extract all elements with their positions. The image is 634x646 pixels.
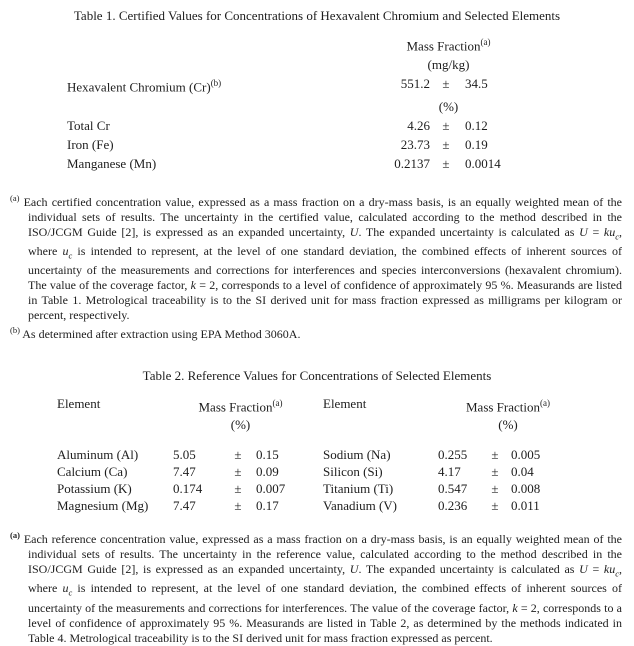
plus-minus-sign: ± — [234, 480, 242, 496]
table2-title: Table 2. Reference Values for Concentrations of Selected Elements — [142, 368, 492, 384]
mass-fraction-label: Mass Fraction — [465, 399, 541, 415]
footnote-ref-a: (a) — [540, 398, 551, 409]
footnote-ref-a: (a) — [480, 37, 491, 47]
element-column-header: Element — [57, 396, 101, 412]
spacer-cell — [308, 463, 323, 480]
plus-minus-sign: ± — [442, 136, 450, 152]
mass-fraction-label: Mass Fraction — [198, 399, 273, 415]
footnote-text: , where — [28, 561, 622, 596]
element-label: Magnesium (Mg) — [57, 497, 149, 513]
footnote-text: , where — [28, 224, 622, 259]
footnote-text: = 2, corresponds to a level of confidence of approximately 95 %. Measurands are listed in Table 2, as determined by the methods indicated in Table 4. Metrological traceability is to the SI derived unit for mass fraction expressed as percent. — [28, 600, 622, 645]
element-label: Potassium (K) — [57, 480, 132, 496]
footnote-text: c — [68, 587, 73, 598]
value-cell: 0.236 — [438, 497, 468, 513]
plus-minus-sign: ± — [491, 497, 499, 513]
plus-minus-sign: ± — [234, 497, 242, 513]
uncertainty-cell: 0.15 — [256, 446, 279, 462]
footnote-ref-a: (a) — [272, 398, 283, 409]
value-cell: 4.26 — [407, 117, 430, 133]
value-cell: 7.47 — [173, 497, 196, 513]
spacer-cell — [57, 416, 173, 433]
spacer-cell — [308, 416, 323, 433]
value-cell: 4.17 — [438, 463, 461, 479]
element-label: Aluminum (Al) — [57, 446, 139, 462]
uncertainty-cell: 0.19 — [465, 136, 488, 152]
footnote-text: . The expanded uncertainty is calculated as — [358, 224, 580, 239]
value-cell: 7.47 — [173, 463, 196, 479]
plus-minus-sign: ± — [442, 155, 450, 171]
footnote-text: = 2, corresponds to a level of confidence of approximately 95 %. Measurands are listed in Table 1. Metrological traceability is to the SI derived unit for mass fraction expressed as milligrams per kilogram or percent, respectively. — [28, 278, 622, 323]
footnote-text: = — [587, 224, 604, 239]
footnote-text: U — [349, 561, 359, 576]
footnote-ref-b: (b) — [210, 78, 222, 89]
element-label: Titanium (Ti) — [323, 480, 394, 496]
table1-mass-fraction-header — [380, 33, 517, 55]
spacer-cell — [67, 55, 380, 74]
spacer-row — [57, 433, 578, 446]
footnote-text: c — [615, 568, 619, 579]
uncertainty-cell: 0.12 — [465, 117, 488, 133]
footnote-text: = — [587, 561, 604, 576]
uncertainty-cell: 0.0014 — [465, 155, 501, 171]
mass-fraction-label: Mass Fraction — [406, 38, 481, 54]
spacer-cell — [67, 97, 380, 116]
footnote-marker: (a) — [10, 529, 20, 540]
footnote-text: U — [349, 224, 359, 239]
footnote-text: ku — [603, 561, 616, 576]
spacer-cell — [308, 395, 323, 415]
value-cell: 23.73 — [400, 136, 430, 152]
uncertainty-cell: 0.008 — [511, 480, 541, 496]
table2 — [57, 395, 634, 513]
table1 — [67, 33, 634, 173]
table1-unit-mgkg: (mg/kg) — [427, 57, 470, 73]
table1-unit-percent: (%) — [438, 98, 459, 114]
footnote — [10, 528, 622, 646]
footnote-marker: (a) — [10, 192, 20, 203]
footnote-text: . The expanded uncertainty is calculated as — [358, 561, 580, 576]
spacer-cell — [67, 33, 380, 55]
footnote-text: k — [190, 278, 196, 293]
value-cell: 0.255 — [438, 446, 468, 462]
footnote-text: k — [512, 600, 518, 615]
footnote-text: Each reference concentration value, expressed as a mass fraction on a dry-mass basis, is an equally weighted mean of the individual sets of results. The uncertainty in the reference value, calculated according to the method described in the ISO/JCGM Guide [2], is expressed as an expanded uncertainty, — [23, 531, 623, 576]
footnote-text: is intended to represent, at the level of one standard deviation, the combined effects of inherent sources of uncertainty of the measurements and corrections for interferences. The value of the coverage factor, — [28, 581, 623, 615]
value-cell: 0.547 — [438, 480, 468, 496]
spacer-cell — [308, 446, 323, 463]
value-cell: 551.2 — [400, 76, 430, 92]
element-label: Iron (Fe) — [67, 136, 114, 152]
element-label: Total Cr — [67, 117, 110, 133]
footnote — [10, 191, 622, 324]
spacer-cell — [308, 497, 323, 514]
element-label: Vanadium (V) — [323, 497, 398, 513]
element-label — [67, 74, 380, 96]
plus-minus-sign: ± — [491, 446, 499, 462]
uncertainty-cell: 0.007 — [256, 480, 286, 496]
table2-footnotes — [10, 528, 622, 646]
plus-minus-sign: ± — [442, 117, 450, 133]
plus-minus-sign: ± — [234, 446, 242, 462]
footnote-marker: (b) — [10, 325, 20, 336]
element-label: Sodium (Na) — [323, 446, 391, 462]
footnote-text: Each certified concentration value, expressed as a mass fraction on a dry-mass basis, is an equally weighted mean of the individual sets of results. The uncertainty in the certified value, calculated according to the method described in the ISO/JCGM Guide [2], is expressed as an expanded uncertainty, — [23, 194, 622, 239]
uncertainty-cell: 0.011 — [511, 497, 540, 513]
table1-title: Table 1. Certified Values for Concentrations of Hexavalent Chromium and Selected Elements — [73, 8, 561, 23]
uncertainty-cell: 0.04 — [511, 463, 534, 479]
uncertainty-cell: 0.005 — [511, 446, 541, 462]
spacer-cell — [323, 416, 438, 433]
uncertainty-cell: 34.5 — [465, 76, 488, 92]
table1-footnotes — [10, 191, 622, 343]
value-cell: 0.2137 — [394, 155, 430, 171]
footnote-text: is intended to represent, at the level of one standard deviation, the combined effects of inherent sources of uncertainty of the measurements and corrections for interferences and species interconversions (hexavalent chromium). The value of the coverage factor, — [28, 244, 623, 293]
footnote-text: c — [615, 231, 619, 242]
value-cell: 0.174 — [173, 480, 203, 496]
plus-minus-sign: ± — [442, 76, 450, 92]
table2-unit-percent-right: (%) — [498, 416, 518, 432]
table2-mass-fraction-header-right — [438, 395, 578, 415]
uncertainty-cell: 0.09 — [256, 463, 279, 479]
value-cell: 5.05 — [173, 446, 196, 462]
footnote — [10, 323, 622, 342]
plus-minus-sign: ± — [234, 463, 242, 479]
plus-minus-sign: ± — [491, 463, 499, 479]
plus-minus-sign: ± — [491, 480, 499, 496]
uncertainty-cell: 0.17 — [256, 497, 279, 513]
table2-unit-percent-left: (%) — [230, 416, 251, 432]
element-label: Silicon (Si) — [323, 463, 383, 479]
element-column-header: Element — [323, 396, 367, 412]
element-name: Hexavalent Chromium (Cr) — [67, 79, 211, 95]
footnote-text: ku — [603, 224, 616, 239]
footnote-text: U — [579, 224, 588, 239]
footnote-text: u — [62, 581, 69, 596]
spacer-cell — [308, 480, 323, 497]
footnote-text: As determined after extraction using EPA Method 3060A. — [22, 327, 301, 342]
footnote-text: U — [579, 561, 588, 576]
footnote-text: c — [68, 250, 73, 261]
element-label: Calcium (Ca) — [57, 463, 128, 479]
element-label: Manganese (Mn) — [67, 155, 157, 171]
footnote-text: u — [62, 244, 69, 259]
table2-mass-fraction-header-left — [173, 395, 308, 415]
